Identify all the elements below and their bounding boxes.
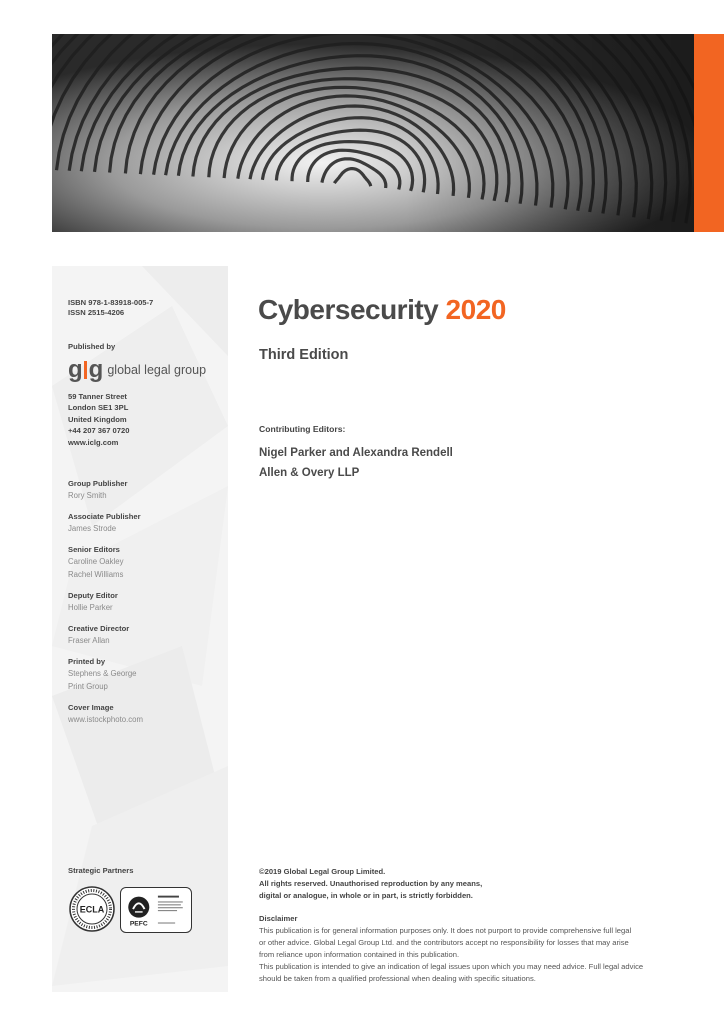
staff-group: [68, 511, 224, 535]
publisher-website: www.iclg.com: [68, 437, 119, 447]
legal-notice: [259, 866, 699, 985]
copyright-line: ©2019 Global Legal Group Limited.: [259, 867, 386, 876]
staff-role: Senior Editors: [68, 545, 120, 555]
partner-logos: [68, 885, 228, 937]
fingerprint-image: [52, 34, 694, 232]
staff-role: Deputy Editor: [68, 591, 118, 601]
staff-name: Hollie Parker: [68, 603, 113, 613]
disclaimer-line: This publication is intended to give an indication of legal issues upon which you may need advice. Full legal advice: [259, 962, 644, 971]
staff-group: [68, 702, 224, 726]
staff-group: [68, 478, 224, 502]
staff-group: [68, 623, 224, 647]
strategic-partners: [68, 866, 228, 937]
rights-line: digital or analogue, in whole or in part, is strictly forbidden.: [259, 891, 473, 900]
disclaimer-line: or other advice. Global Legal Group Ltd. and the contributors accept no responsibility for losses that may arise: [259, 938, 629, 947]
staff-group: [68, 656, 224, 693]
cover-image: [52, 34, 694, 232]
address-line: London SE1 3PL: [68, 403, 129, 413]
staff-name: www.istockphoto.com: [68, 715, 143, 725]
staff-name: Stephens & George: [68, 669, 137, 679]
partners-label: Strategic Partners: [68, 866, 134, 875]
staff-list: [68, 478, 224, 726]
staff-name: Rory Smith: [68, 491, 107, 501]
editor-firm: Allen & Overy LLP: [259, 467, 360, 479]
address-line: 59 Tanner Street: [68, 392, 127, 401]
publisher-phone: +44 207 367 0720: [68, 426, 130, 436]
address-line: United Kingdom: [68, 414, 127, 424]
staff-role: Associate Publisher: [68, 512, 141, 522]
contributing-editors: [259, 443, 453, 483]
title-year: 2020: [445, 294, 506, 325]
publisher-address: [68, 391, 224, 448]
staff-role: Creative Director: [68, 624, 130, 634]
edition: Third Edition: [259, 347, 349, 363]
isbn: ISBN 978-1-83918-005-7: [68, 298, 154, 307]
staff-name: Print Group: [68, 682, 108, 692]
staff-role: Group Publisher: [68, 479, 128, 489]
disclaimer-heading: Disclaimer: [259, 914, 298, 923]
disclaimer-line: from reliance upon information contained in this publication.: [259, 950, 460, 959]
glg-logo-mark: g g: [68, 356, 103, 383]
editor-names: Nigel Parker and Alexandra Rendell: [259, 447, 453, 459]
ecla-logo-text: ECLA: [79, 904, 105, 915]
disclaimer-line: should be taken from a qualified professional when dealing with specific situations.: [259, 974, 536, 983]
staff-name: Fraser Allan: [68, 636, 110, 646]
title-text: Cybersecurity: [258, 294, 439, 325]
publisher-logo-text: global legal group: [107, 363, 207, 377]
contributing-editors-label: Contributing Editors:: [259, 424, 346, 434]
staff-name: James Strode: [68, 524, 117, 534]
publisher-logo: [68, 356, 224, 383]
rights-line: All rights reserved. Unauthorised reproduction by any means,: [259, 879, 483, 888]
staff-name: Rachel Williams: [68, 570, 124, 580]
staff-role: Printed by: [68, 657, 106, 667]
staff-group: [68, 544, 224, 581]
pefc-logo: [120, 887, 192, 933]
disclaimer-line: This publication is for general information purposes only. It does not purport to provide comprehensive full legal: [259, 926, 632, 935]
accent-bar: [694, 34, 724, 232]
staff-role: Cover Image: [68, 703, 114, 713]
published-by-label: Published by: [68, 342, 116, 351]
pefc-logo-text: PEFC: [129, 920, 148, 928]
staff-name: Caroline Oakley: [68, 557, 124, 567]
book-title: [258, 294, 506, 326]
publisher-sidebar: [52, 266, 228, 992]
ecla-logo: [68, 885, 116, 933]
staff-group: [68, 590, 224, 614]
issn: ISSN 2515-4206: [68, 308, 125, 317]
